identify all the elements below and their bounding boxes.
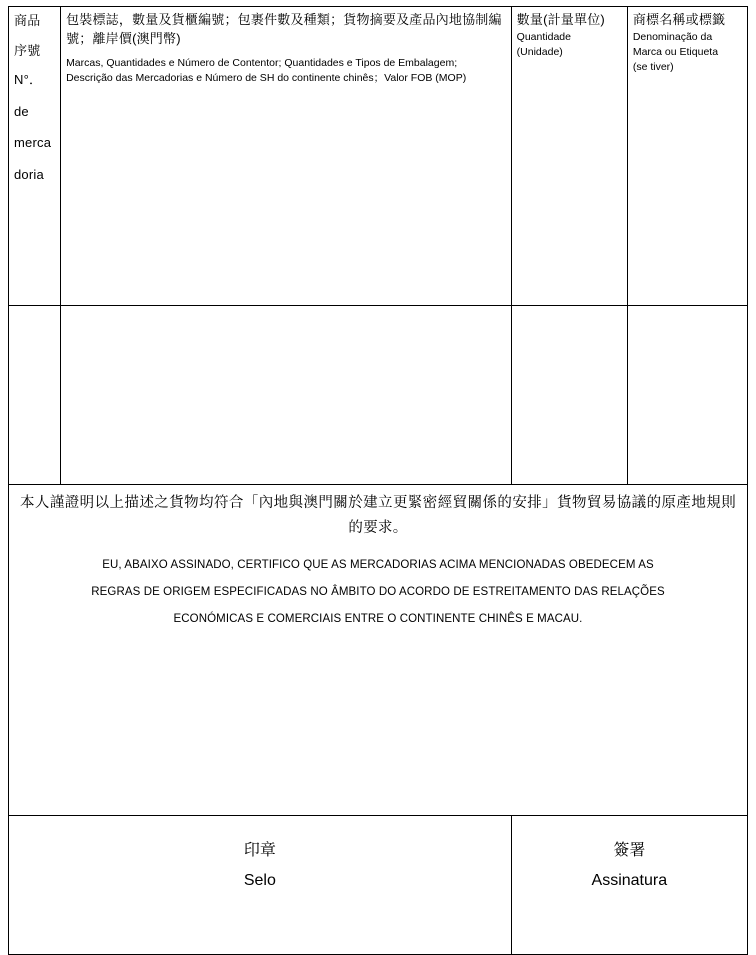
sequence-label-line-5: merca (14, 135, 52, 150)
brand-label-pt-1: Denominação da (632, 30, 713, 43)
seal-label-pt: Selo (243, 871, 276, 889)
cell-description-value[interactable] (61, 306, 512, 485)
quantity-label-pt-2: (Unidade) (516, 45, 563, 58)
declaration-text-cn: 本人謹證明以上描述之貨物均符合「內地與澳門關於建立更緊密經貿關係的安排」貨物貿易協議的原產地規則的要求。 (20, 495, 736, 537)
cell-brand-value[interactable] (627, 306, 747, 485)
signature-cell[interactable] (511, 816, 747, 955)
sequence-label-line-6: doria (14, 166, 44, 182)
declaration-text-pt-line-3: ECONÓMICAS E COMERCIAIS ENTRE O CONTINENTE CHINÊS E MACAU. (173, 612, 583, 625)
declaration-text-pt-line-2: REGRAS DE ORIGEM ESPECIFICADAS NO ÂMBITO DO ACORDO DE ESTREITAMENTO DAS RELAÇÕES (91, 585, 665, 598)
table-row (9, 306, 748, 485)
signature-label-cn: 簽署 (613, 842, 646, 859)
declaration-text-pt-line-1: EU, ABAIXO ASSINADO, CERTIFICO QUE AS MERCADORIAS ACIMA MENCIONADAS OBEDECEM AS (102, 558, 654, 571)
brand-label-pt-2: Marca ou Etiqueta (632, 45, 719, 58)
brand-label-pt-3: (se tiver) (632, 60, 674, 73)
brand-label-cn: 商標名稱或標籤 (632, 12, 726, 27)
sequence-label-line-1: 商品 (14, 13, 41, 28)
column-header-sequence (9, 7, 61, 306)
seal-label-cn: 印章 (243, 842, 276, 859)
seal-cell[interactable] (9, 816, 512, 955)
declaration-cell (9, 485, 748, 816)
declaration-row (9, 485, 748, 816)
column-header-quantity (511, 7, 627, 306)
quantity-label-pt-1: Quantidade (516, 30, 571, 43)
cell-quantity-value[interactable] (511, 306, 627, 485)
table-header-row (9, 7, 748, 306)
column-header-description (61, 7, 512, 306)
signature-row (9, 816, 748, 955)
quantity-label-cn: 數量(計量單位) (516, 12, 605, 27)
spacer (66, 49, 506, 56)
sequence-label-line-4: de (14, 103, 29, 119)
description-label-cn: 包裝標誌，數量及貨櫃編號；包裹件數及種類；貨物摘要及產品內地協制編號；離岸價(澳門幣) (66, 12, 502, 46)
description-label-pt: Marcas, Quantidades e Número de Contentor; Quantidades e Tipos de Embalagem; Descrição das Mercadorias e Número de SH do continente chinês；Valor FOB (MOP) (66, 56, 467, 84)
column-header-brand (627, 7, 747, 306)
signature-label-pt: Assinatura (591, 871, 668, 889)
sequence-label-line-2: 序號 (14, 42, 41, 58)
certificate-table (8, 6, 748, 955)
sequence-label-line-3: N°． (14, 72, 43, 87)
cell-sequence-value[interactable] (9, 306, 61, 485)
